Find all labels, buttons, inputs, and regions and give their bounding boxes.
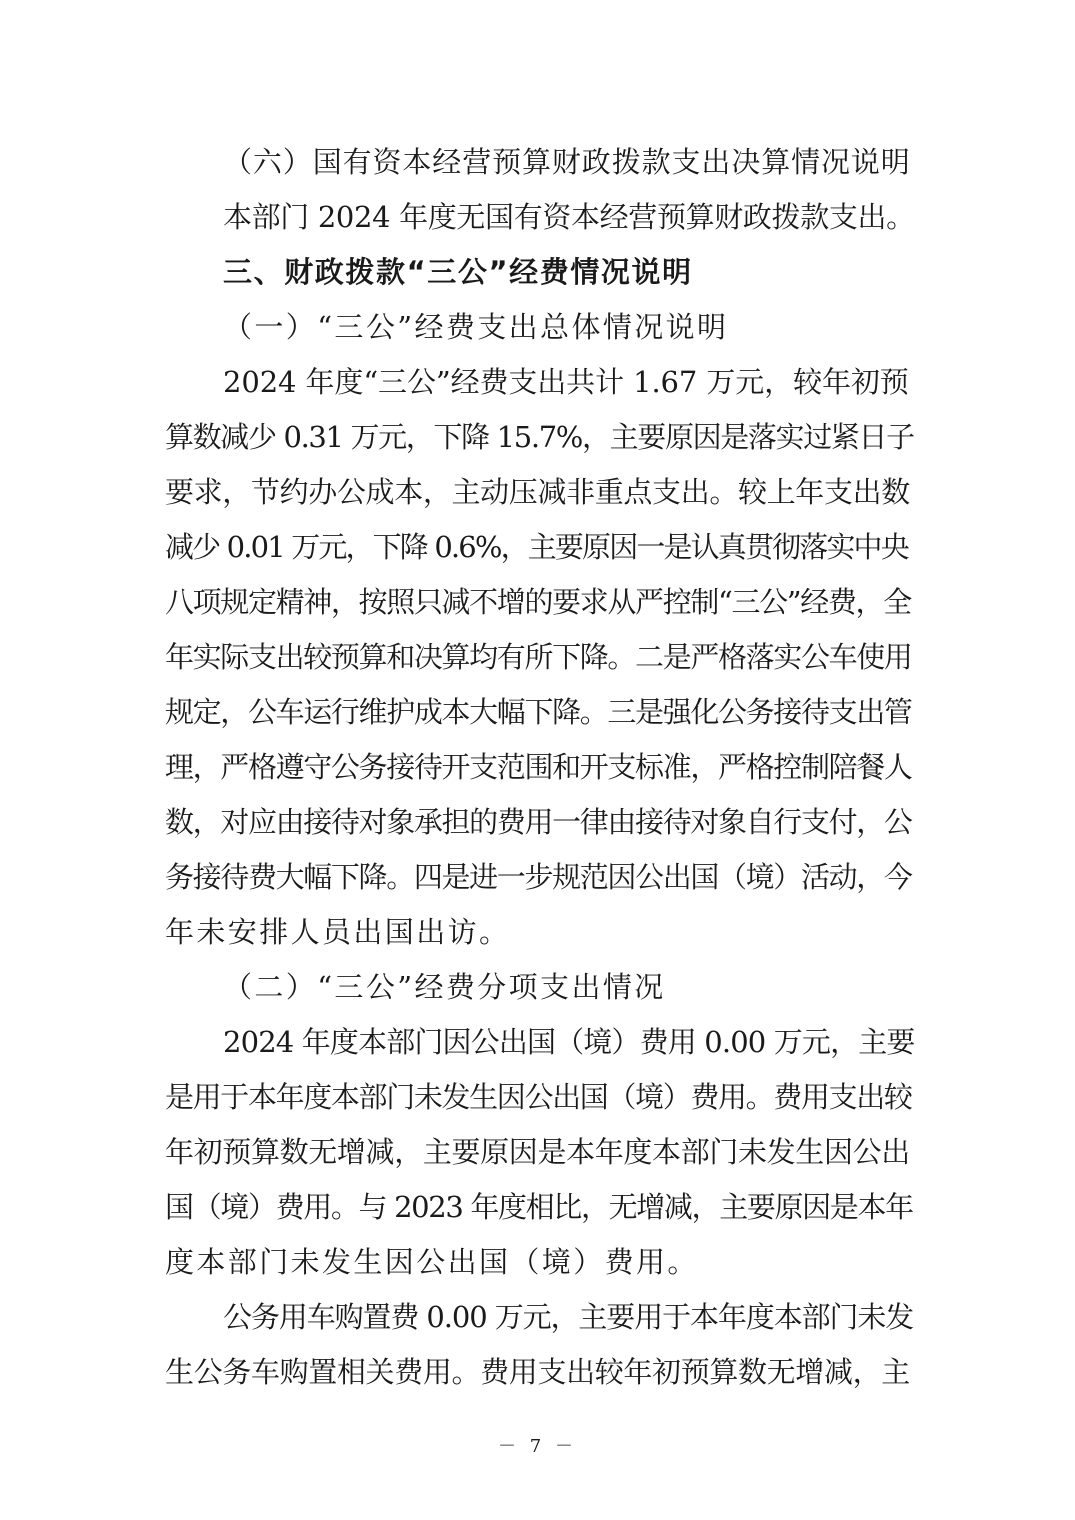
paragraph-line: 2024 年度“三公”经费支出共计 1.67 万元，较年初预 [223, 365, 909, 399]
paragraph-line: 2024 年度本部门因公出国（境）费用 0.00 万元，主要 [223, 1025, 915, 1059]
paragraph-line: 年未安排人员出国出访。 [165, 915, 511, 949]
paragraph-line: 度本部门未发生因公出国（境）费用。 [165, 1245, 699, 1279]
paragraph-line: 年实际支出较预算和决算均有所下降。二是严格落实公车使用 [165, 640, 912, 674]
paragraph-line: 国（境）费用。与 2023 年度相比，无增减，主要原因是本年 [165, 1190, 913, 1224]
paragraph-line: 算数减少 0.31 万元，下降 15.7%，主要原因是落实过紧日子 [165, 420, 914, 454]
paragraph-line: 理，严格遵守公务接待开支范围和开支标准，严格控制陪餐人 [165, 750, 912, 784]
paragraph-line: 要求，节约办公成本，主动压减非重点支出。较上年支出数 [165, 475, 910, 509]
subsection-heading-1: （一）“三公”经费支出总体情况说明 [223, 310, 729, 344]
section-heading-3: 三、财政拨款“三公”经费情况说明 [223, 255, 693, 289]
paragraph-line: 八项规定精神，按照只减不增的要求从严控制“三公”经费，全 [165, 585, 911, 619]
paragraph-line: 生公务车购置相关费用。费用支出较年初预算数无增减，主 [165, 1355, 910, 1389]
paragraph-line: 是用于本年度本部门未发生因公出国（境）费用。费用支出较 [165, 1080, 912, 1114]
page-number: － 7 － [498, 1436, 577, 1457]
paragraph-line: 年初预算数无增减，主要原因是本年度本部门未发生因公出 [165, 1135, 910, 1169]
paragraph-line: 本部门 2024 年度无国有资本经营预算财政拨款支出。 [223, 200, 915, 234]
paragraph-line: 减少 0.01 万元，下降 0.6%，主要原因一是认真贯彻落实中央 [165, 530, 908, 564]
paragraph-line: 公务用车购置费 0.00 万元，主要用于本年度本部门未发 [223, 1300, 914, 1334]
paragraph-line: 数，对应由接待对象承担的费用一律由接待对象自行支付，公 [165, 805, 912, 839]
paragraph-line: 规定，公车运行维护成本大幅下降。三是强化公务接待支出管 [165, 695, 912, 729]
subsection-heading-2: （二）“三公”经费分项支出情况 [223, 970, 666, 1004]
section-heading-6: （六）国有资本经营预算财政拨款支出决算情况说明 [223, 145, 911, 179]
paragraph-line: 务接待费大幅下降。四是进一步规范因公出国（境）活动，今 [165, 860, 912, 894]
